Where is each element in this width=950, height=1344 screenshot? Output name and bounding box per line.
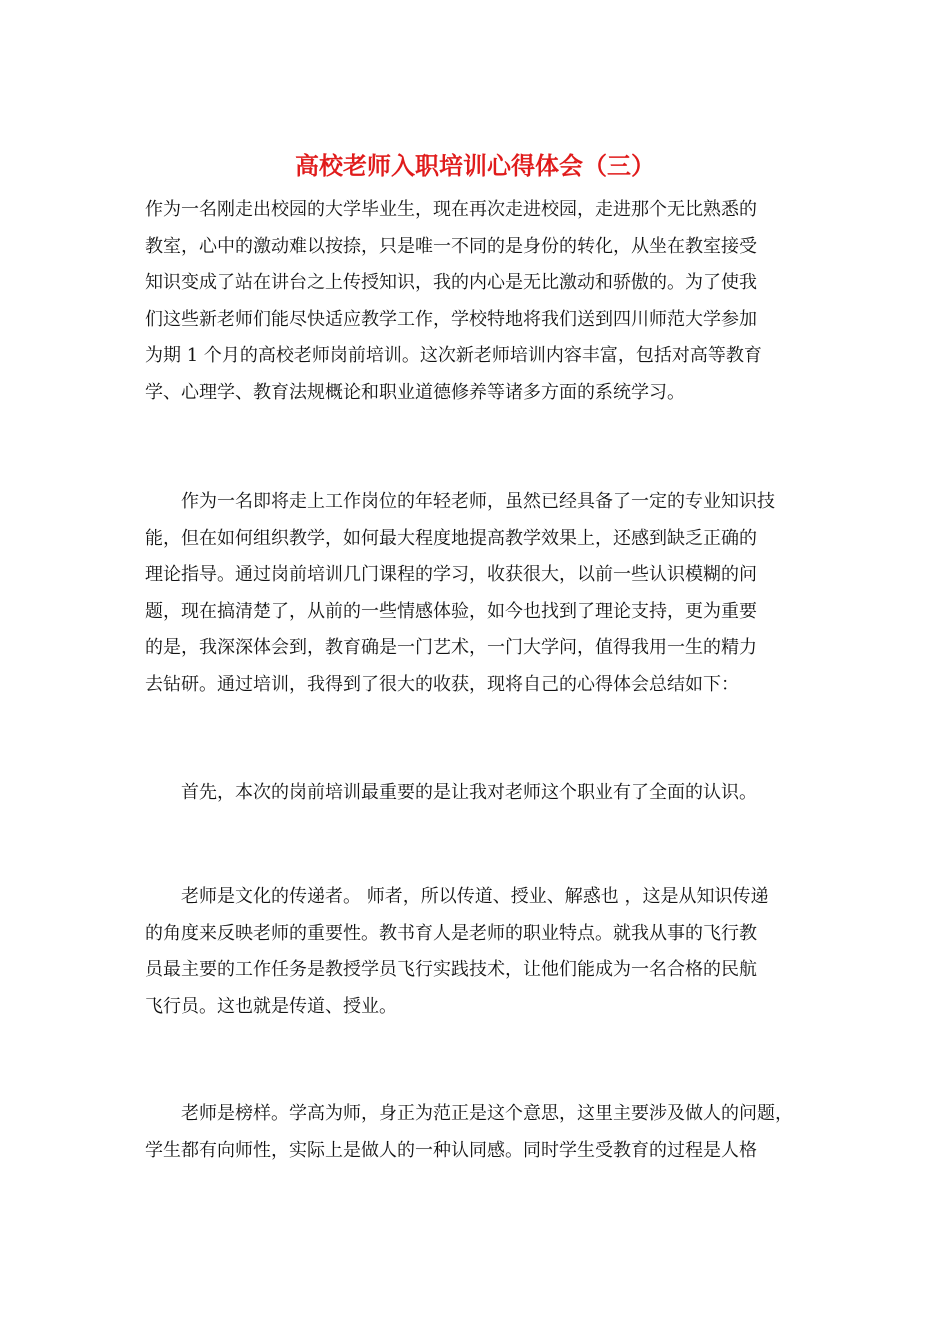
paragraph-line: 员最主要的工作任务是教授学员飞行实践技术，让他们能成为一名合格的民航 (145, 959, 757, 980)
paragraph-line: 作为一名即将走上工作岗位的年轻老师，虽然已经具备了一定的专业知识技 (145, 491, 775, 512)
paragraph-line: 学、心理学、教育法规概论和职业道德修养等诸多方面的系统学习。 (145, 381, 685, 403)
paragraph-4 (145, 879, 835, 1025)
paragraph-line: 理论指导。通过岗前培训几门课程的学习，收获很大，以前一些认识模糊的问 (145, 564, 757, 585)
document-title: 高校老师入职培训心得体会（三） (295, 151, 655, 180)
paragraph-line: 学生都有向师性，实际上是做人的一种认同感。同时学生受教育的过程是人格 (145, 1139, 757, 1161)
paragraph-5 (145, 1096, 835, 1169)
paragraph-line: 的角度来反映老师的重要性。教书育人是老师的职业特点。就我从事的飞行教 (145, 922, 757, 944)
paragraph-line: 作为一名刚走出校园的大学毕业生，现在再次走进校园，走进那个无比熟悉的 (145, 199, 757, 220)
paragraph-line: 老师是榜样。学高为师，身正为范正是这个意思，这里主要涉及做人的问题， (145, 1103, 793, 1124)
paragraph-1 (145, 192, 835, 411)
paragraph-line: 题，现在搞清楚了，从前的一些情感体验，如今也找到了理论支持，更为重要 (145, 600, 757, 622)
paragraph-2 (145, 484, 835, 703)
paragraph-line: 们这些新老师们能尽快适应教学工作，学校特地将我们送到四川师范大学参加 (145, 308, 757, 330)
paragraph-line: 首先，本次的岗前培训最重要的是让我对老师这个职业有了全面的认识。 (145, 782, 757, 803)
paragraph-3 (145, 775, 835, 812)
paragraph-line: 去钻研。通过培训，我得到了很大的收获，现将自己的心得体会总结如下： (145, 673, 739, 695)
paragraph-line: 的是，我深深体会到，教育确是一门艺术，一门大学问，值得我用一生的精力 (145, 637, 757, 658)
paragraph-line: 为期 1 个月的高校老师岗前培训。这次新老师培训内容丰富，包括对高等教育 (145, 345, 762, 366)
paragraph-line: 教室，心中的激动难以按捺，只是唯一不同的是身份的转化，从坐在教室接受 (145, 235, 757, 257)
paragraph-line: 知识变成了站在讲台之上传授知识，我的内心是无比激动和骄傲的。为了使我 (145, 272, 757, 293)
paragraph-line: 老师是文化的传递者。 师者，所以传道、授业、解惑也 ，这是从知识传递 (145, 886, 769, 907)
paragraph-line: 飞行员。这也就是传道、授业。 (145, 995, 397, 1017)
paragraph-line: 能，但在如何组织教学，如何最大程度地提高教学效果上，还感到缺乏正确的 (145, 527, 757, 549)
